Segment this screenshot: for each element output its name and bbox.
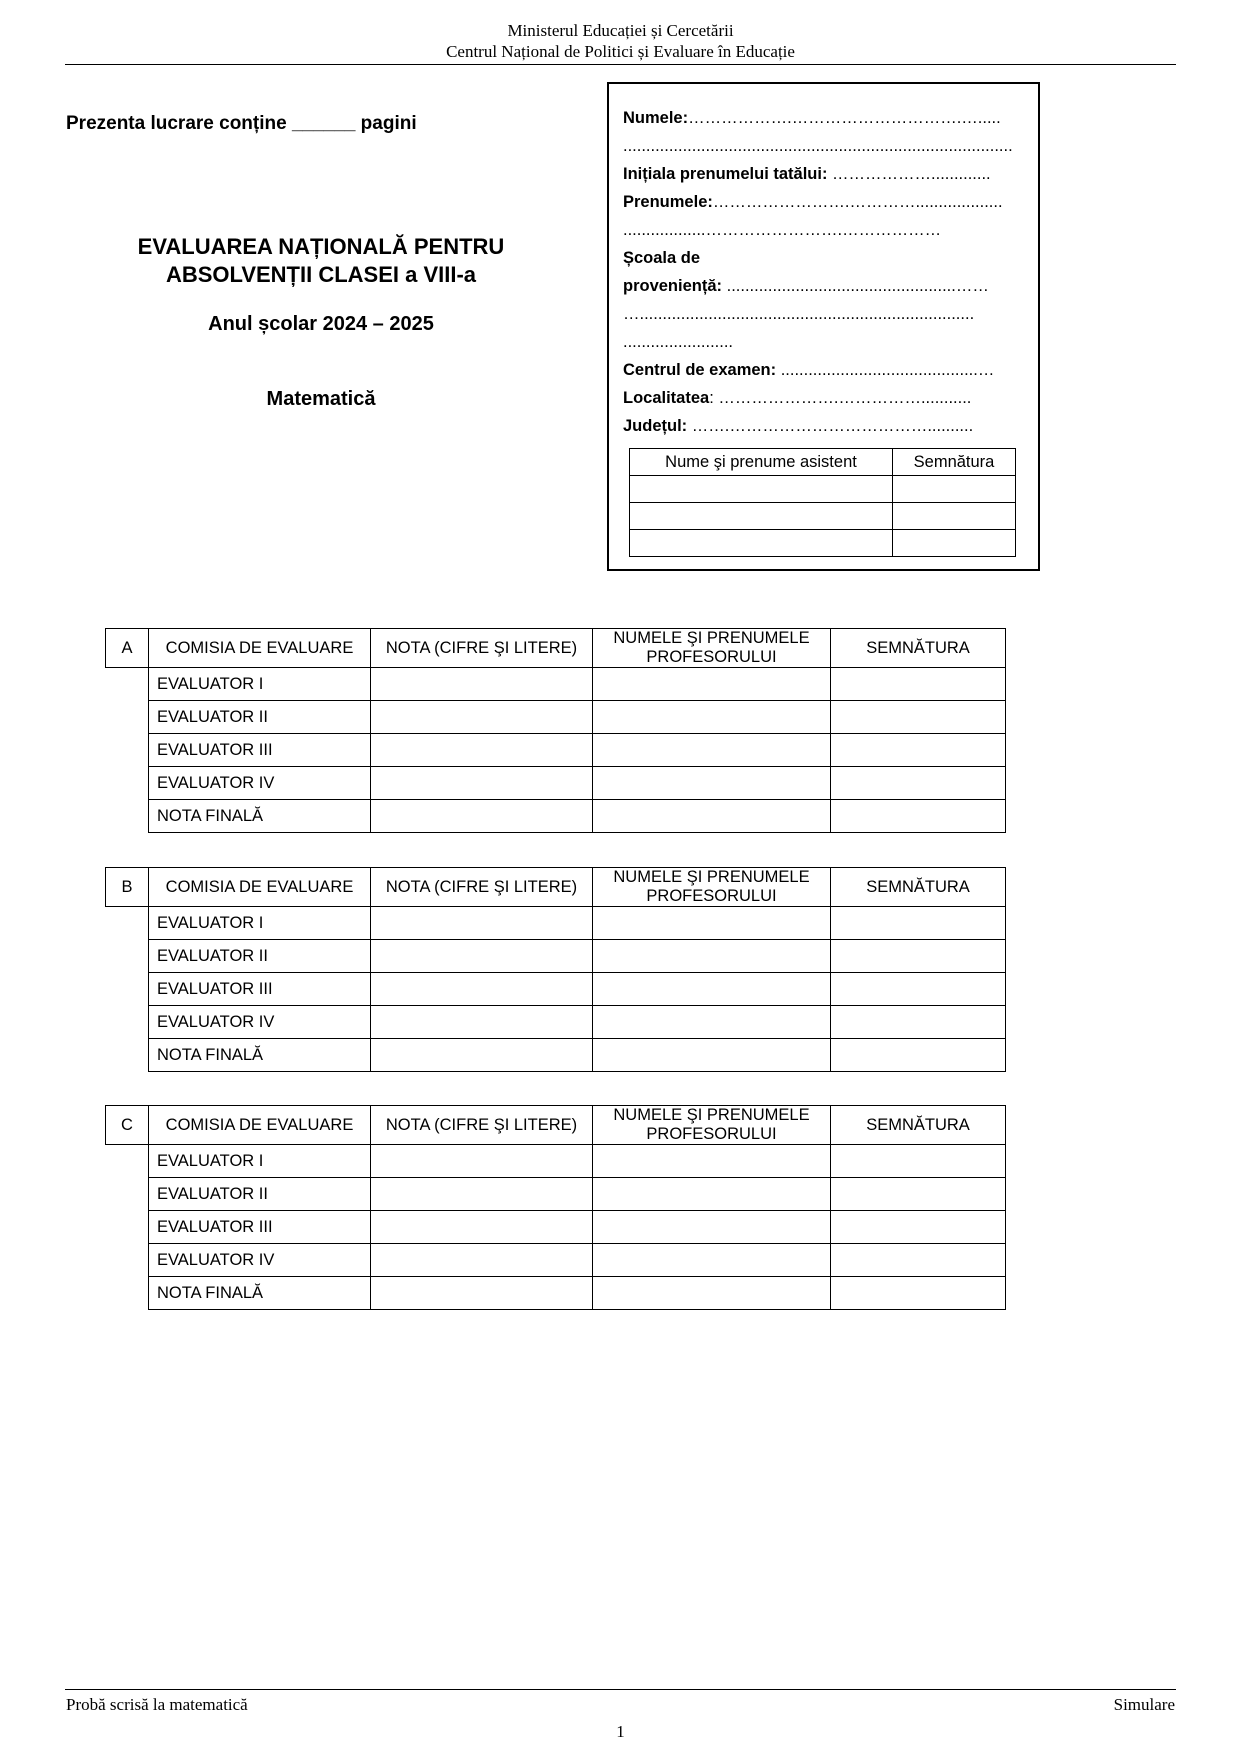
pages-count-line	[66, 113, 417, 135]
field-dots: …………………….…………...................	[712, 193, 1003, 211]
professor-cell	[593, 1244, 831, 1277]
field-name	[623, 104, 1024, 132]
field-dots: .....................................................................................	[623, 137, 1013, 155]
header-divider	[65, 64, 1176, 65]
row-label: EVALUATOR III	[149, 973, 371, 1006]
table-row	[106, 1244, 1006, 1277]
field-firstname	[623, 188, 1024, 216]
field-school-continuation2	[623, 328, 1024, 356]
field-locality	[623, 384, 1024, 412]
field-dots: ..................…………………….………………	[623, 221, 942, 239]
field-label: Inițiala prenumelui tatălui:	[623, 165, 828, 183]
signature-cell	[831, 1145, 1006, 1178]
table-row	[106, 767, 1006, 800]
assistant-signature-header: Semnătura	[893, 449, 1016, 476]
assistant-table	[629, 448, 1016, 557]
table-row	[106, 1178, 1006, 1211]
field-dots: : ………………….……………...........	[709, 389, 972, 407]
eval-header-row	[106, 629, 1006, 668]
assistant-name-header: Nume şi prenume asistent	[630, 449, 893, 476]
field-school-label	[623, 244, 1024, 272]
grade-cell	[371, 973, 593, 1006]
field-label: proveniență:	[623, 277, 723, 295]
professor-cell	[593, 767, 831, 800]
row-label: EVALUATOR III	[149, 734, 371, 767]
row-label: EVALUATOR IV	[149, 1006, 371, 1039]
signature-cell	[831, 973, 1006, 1006]
field-label: Localitatea	[623, 389, 710, 407]
signature-cell	[831, 1244, 1006, 1277]
professor-cell	[593, 1211, 831, 1244]
field-label: Județul:	[623, 417, 688, 435]
table-row	[106, 1211, 1006, 1244]
field-firstname-continuation	[623, 216, 1024, 244]
row-label: EVALUATOR I	[149, 907, 371, 940]
professor-cell	[593, 668, 831, 701]
table-row	[106, 940, 1006, 973]
table-row	[106, 1006, 1006, 1039]
field-dots: ...........................................…	[776, 361, 995, 379]
assistant-row	[630, 530, 1016, 557]
exam-title-line1: EVALUAREA NAȚIONALĂ PENTRU	[137, 234, 505, 259]
footer-exam-type: Probă scrisă la matematică	[66, 1695, 248, 1714]
row-label: EVALUATOR IV	[149, 1244, 371, 1277]
grade-cell	[371, 1145, 593, 1178]
grade-cell	[371, 800, 593, 833]
assistant-signature-cell	[893, 503, 1016, 530]
row-label: EVALUATOR III	[149, 1211, 371, 1244]
grade-cell	[371, 734, 593, 767]
eval-header-row	[106, 868, 1006, 907]
signature-cell	[831, 1178, 1006, 1211]
field-county	[623, 412, 1024, 440]
field-dots: …….………………………………..........	[687, 417, 974, 435]
professor-cell	[593, 1178, 831, 1211]
table-row	[106, 1145, 1006, 1178]
pages-count-suffix: pagini	[360, 113, 417, 134]
col-header-signature: SEMNĂTURA	[831, 1106, 1006, 1145]
signature-cell	[831, 1277, 1006, 1310]
professor-cell	[593, 1006, 831, 1039]
field-father-initial	[623, 160, 1024, 188]
professor-cell	[593, 734, 831, 767]
student-info-box	[607, 82, 1040, 571]
assistant-row	[630, 476, 1016, 503]
assistant-signature-cell	[893, 530, 1016, 557]
col-header-grade: NOTA (CIFRE ŞI LITERE)	[371, 868, 593, 907]
row-label: EVALUATOR IV	[149, 767, 371, 800]
professor-cell	[593, 701, 831, 734]
signature-cell	[831, 800, 1006, 833]
table-row	[106, 701, 1006, 734]
professor-cell	[593, 1039, 831, 1072]
evaluation-table-a	[105, 628, 1006, 833]
eval-header-row	[106, 1106, 1006, 1145]
col-header-commission: COMISIA DE EVALUARE	[149, 629, 371, 668]
signature-cell	[831, 1211, 1006, 1244]
table-row	[106, 1277, 1006, 1310]
col-header-professor: NUMELE ŞI PRENUMELE PROFESORULUI	[593, 868, 831, 907]
page-number: 1	[616, 1722, 625, 1741]
grade-cell	[371, 1277, 593, 1310]
row-label: EVALUATOR I	[149, 668, 371, 701]
title-block	[66, 233, 576, 411]
field-school-origin	[623, 272, 1024, 300]
table-letter: A	[106, 629, 149, 668]
professor-cell	[593, 907, 831, 940]
professor-cell	[593, 1277, 831, 1310]
field-name-continuation	[623, 132, 1024, 160]
assistant-name-cell	[630, 476, 893, 503]
pages-count-blank: ______	[291, 113, 356, 134]
row-label: EVALUATOR I	[149, 1145, 371, 1178]
field-label: Numele:	[623, 109, 689, 127]
professor-cell	[593, 940, 831, 973]
exam-subject: Matematică	[266, 388, 376, 410]
signature-cell	[831, 701, 1006, 734]
col-header-signature: SEMNĂTURA	[831, 629, 1006, 668]
table-row	[106, 1039, 1006, 1072]
evaluation-table-b	[105, 867, 1006, 1072]
ministry-header	[0, 20, 1241, 62]
assistant-signature-cell	[893, 476, 1016, 503]
row-label: NOTA FINALĂ	[149, 800, 371, 833]
grade-cell	[371, 907, 593, 940]
table-letter: B	[106, 868, 149, 907]
professor-cell	[593, 973, 831, 1006]
table-row	[106, 973, 1006, 1006]
professor-cell	[593, 800, 831, 833]
table-letter: C	[106, 1106, 149, 1145]
grade-cell	[371, 1006, 593, 1039]
signature-cell	[831, 1039, 1006, 1072]
school-year: Anul școlar 2024 – 2025	[208, 313, 434, 335]
col-header-grade: NOTA (CIFRE ŞI LITERE)	[371, 629, 593, 668]
row-label: NOTA FINALĂ	[149, 1039, 371, 1072]
field-label: Centrul de examen:	[623, 361, 777, 379]
field-dots: ..................................................……	[722, 277, 989, 295]
ministry-line1: Ministerul Educației și Cercetării	[507, 21, 734, 40]
table-row	[106, 800, 1006, 833]
grade-cell	[371, 1178, 593, 1211]
grade-cell	[371, 1211, 593, 1244]
assistant-name-cell	[630, 530, 893, 557]
field-school-continuation	[623, 300, 1024, 328]
evaluation-table-c	[105, 1105, 1006, 1310]
ministry-line2: Centrul Național de Politici și Evaluare în Educație	[446, 42, 795, 61]
table-row	[106, 734, 1006, 767]
field-dots: ........................	[623, 333, 734, 351]
row-label: EVALUATOR II	[149, 1178, 371, 1211]
footer-session: Simulare	[1113, 1695, 1175, 1714]
field-dots: ….........................................................................	[623, 305, 975, 323]
row-label: EVALUATOR II	[149, 940, 371, 973]
field-label: Prenumele:	[623, 193, 713, 211]
signature-cell	[831, 668, 1006, 701]
row-label: NOTA FINALĂ	[149, 1277, 371, 1310]
field-dots: ……………….............	[827, 165, 991, 183]
table-row	[106, 907, 1006, 940]
exam-title-line2: ABSOLVENȚII CLASEI a VIII-a	[165, 262, 477, 287]
signature-cell	[831, 907, 1006, 940]
grade-cell	[371, 668, 593, 701]
professor-cell	[593, 1145, 831, 1178]
field-label: Școala de	[623, 249, 701, 267]
col-header-professor: NUMELE ŞI PRENUMELE PROFESORULUI	[593, 1106, 831, 1145]
col-header-grade: NOTA (CIFRE ŞI LITERE)	[371, 1106, 593, 1145]
field-dots: ……………….………………………….….....	[688, 109, 1001, 127]
field-exam-center	[623, 356, 1024, 384]
assistant-header-row	[630, 449, 1016, 476]
col-header-commission: COMISIA DE EVALUARE	[149, 1106, 371, 1145]
footer-divider	[65, 1689, 1176, 1690]
grade-cell	[371, 701, 593, 734]
assistant-row	[630, 503, 1016, 530]
row-label: EVALUATOR II	[149, 701, 371, 734]
signature-cell	[831, 734, 1006, 767]
signature-cell	[831, 1006, 1006, 1039]
table-row	[106, 668, 1006, 701]
signature-cell	[831, 940, 1006, 973]
grade-cell	[371, 1244, 593, 1277]
grade-cell	[371, 767, 593, 800]
pages-count-prefix: Prezenta lucrare conține	[66, 113, 287, 134]
col-header-professor: NUMELE ŞI PRENUMELE PROFESORULUI	[593, 629, 831, 668]
grade-cell	[371, 940, 593, 973]
signature-cell	[831, 767, 1006, 800]
col-header-commission: COMISIA DE EVALUARE	[149, 868, 371, 907]
assistant-name-cell	[630, 503, 893, 530]
col-header-signature: SEMNĂTURA	[831, 868, 1006, 907]
grade-cell	[371, 1039, 593, 1072]
